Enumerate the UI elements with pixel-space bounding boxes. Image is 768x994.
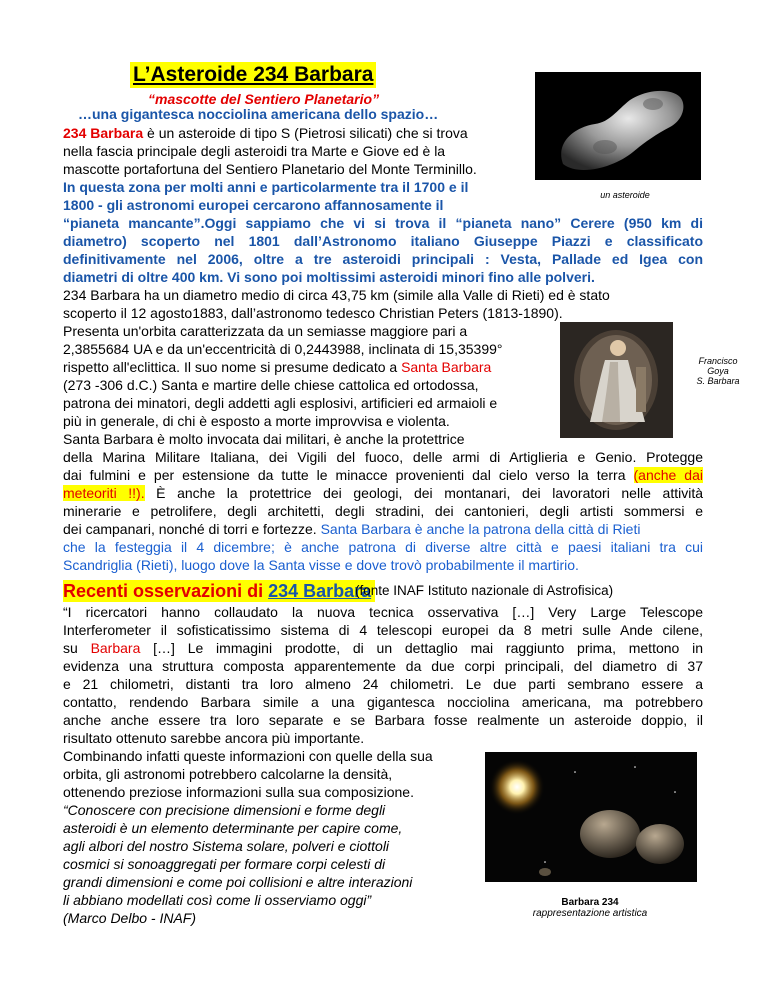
section-source: (fonte INAF Istituto nazionale di Astrofisica): [355, 583, 614, 598]
p3-line-9: Combinando infatti queste informazioni con quelle della sua: [63, 748, 433, 764]
p3-line-17: li abbiano modellati così come li osserviamo oggi”: [63, 892, 372, 908]
artistic-caption: Barbara 234 rappresentazione artistica: [532, 897, 648, 919]
section-heading: Recenti osservazioni di 234 Barbara: [63, 580, 375, 602]
p1-line-5: 1800 - gli astronomi europei cercarono affannosamente il: [63, 197, 444, 213]
p2-line-13: minerarie e petrolifere, degli architetti, degli stradini, dei cantonieri, degli artisti sommersi e: [63, 503, 703, 519]
p3-line-16: grandi dimensioni e come poi collisioni e altre interazioni: [63, 874, 413, 890]
goya-painting-image: [560, 322, 673, 438]
asteroid-caption: un asteroide: [600, 190, 650, 200]
p3-line-10: orbita, gli astronomi potrebbero calcolarne la densità,: [63, 766, 393, 782]
p3-line-15: cosmici si sonoaggregati per formare corpi celesti di: [63, 856, 386, 872]
page-title: L’Asteroide 234 Barbara: [130, 62, 376, 88]
p2-line-1: 234 Barbara ha un diametro medio di circa 43,75 km (simile alla Valle di Rieti) ed è stato: [63, 287, 610, 303]
p3-line-13: asteroidi è un elemento determinante per capire come,: [63, 820, 403, 836]
goya-caption: Francisco Goya S. Barbara: [696, 356, 740, 386]
p3-line-14: agli albori del nostro Sistema solare, polveri e ciottoli: [63, 838, 390, 854]
p2-line-9: Santa Barbara è molto invocata dai militari, è anche la protettrice: [63, 431, 465, 447]
p2-line-11: dai fulmini e per estensione da tutte le minacce provenienti dal cielo verso la terra (anche dai: [63, 467, 703, 483]
p3-line-4: evidenza una struttura composta apparentemente da due corpi principali, del diametro di 37: [63, 658, 703, 674]
p3-line-8: risultato ottenuto sarebbe ancora più importante.: [63, 730, 365, 746]
p1-line-3: mascotte portafortuna del Sentiero Planetario del Monte Terminillo.: [63, 161, 477, 177]
p2-line-8: più in generale, di chi è esposto a morte improvvisa e violenta.: [63, 413, 450, 429]
p3-line-5: e 21 chilometri, distanti tra loro almeno 24 chilometri. Le due parti sembrano essere a: [63, 676, 703, 692]
subtitle: “mascotte del Sentiero Planetario”: [148, 91, 380, 107]
p1-line-9: diametri di oltre 400 km. Vi sono poi moltissimi asteroidi minori fino alle polveri.: [63, 269, 595, 285]
p3-line-11: ottenendo preziose informazioni sulla sua composizione.: [63, 784, 414, 800]
p2-line-14: dei campanari, nonché di torri e fortezze. Santa Barbara è anche la patrona della città di Rieti: [63, 521, 641, 537]
p2-line-10: della Marina Militare Italiana, dei Vigili del fuoco, delle armi di Artiglieria e Genio. Protegge: [63, 449, 703, 465]
p2-line-15: che la festeggia il 4 dicembre; è anche patrona di diverse altre città e paesi italiani tra cui: [63, 539, 703, 555]
asteroid-image: [535, 72, 701, 180]
p3-line-1: “I ricercatori hanno collaudato la nuova tecnica osservativa […] Very Large Telescope: [63, 604, 703, 620]
p1-line-4: In questa zona per molti anni e particolarmente tra il 1700 e il: [63, 179, 469, 195]
p3-line-7: anche anche essere tra loro separate e se Barbara fosse realmente un asteroide doppio, il: [63, 712, 703, 728]
p2-line-12: meteoriti !!). È anche la protettrice dei geologi, dei montanari, dei lavoratori nelle attività: [63, 485, 703, 501]
p2-line-3: Presenta un'orbita caratterizzata da un semiasse maggiore pari a: [63, 323, 468, 339]
p2-line-6: (273 -306 d.C.) Santa e martire delle chiese cattolica ed ortodossa,: [63, 377, 479, 393]
p1-line-6: “pianeta mancante”.Oggi sappiamo che vi si trova il “pianeta nano” Cerere (950 km di: [63, 215, 703, 231]
tagline: …una gigantesca nocciolina americana dello spazio…: [78, 106, 439, 122]
p2-line-4: 2,3855684 UA e da un'eccentricità di 0,2443988, inclinata di 15,35399°: [63, 341, 503, 357]
p2-line-5: rispetto all'eclittica. Il suo nome si presume dedicato a Santa Barbara: [63, 359, 492, 375]
p1-line-2: nella fascia principale degli asteroidi tra Marte e Giove ed è la: [63, 143, 446, 159]
p1-line-8: definitivamente nel 2006, oltre a tre asteroidi principali : Vesta, Pallade ed Igea con: [63, 251, 703, 267]
p2-line-7: patrona dei minatori, degli addetti agli esplosivi, artificieri ed armaioli e: [63, 395, 498, 411]
p3-line-18: (Marco Delbo - INAF): [63, 910, 197, 926]
p1-line-1: 234 Barbara è un asteroide di tipo S (Pietrosi silicati) che si trova: [63, 125, 468, 141]
p3-line-12: “Conoscere con precisione dimensioni e forme degli: [63, 802, 386, 818]
p3-line-2: Interferometer il sofisticatissimo sistema di 4 telescopi europei da 8 metri sulle Ande cilene,: [63, 622, 703, 638]
p3-line-3: su Barbara […] Le immagini prodotte, di un dettaglio mai raggiunto prima, mettono in: [63, 640, 703, 656]
artistic-rendering-image: [485, 752, 697, 882]
p2-line-16: Scandriglia (Rieti), luogo dove la Santa visse e dove trovò probabilmente il martirio.: [63, 557, 579, 573]
p1-line-7: diametro) scoperto nel 1801 dall’Astronomo italiano Giuseppe Piazzi e classificato: [63, 233, 703, 249]
p3-line-6: contatto, rendendo Barbara simile a una gigantesca nocciolina americana, ma potrebbero: [63, 694, 703, 710]
p2-line-2: scoperto il 12 agosto1883, dall’astronomo tedesco Christian Peters (1813-1890).: [63, 305, 563, 321]
